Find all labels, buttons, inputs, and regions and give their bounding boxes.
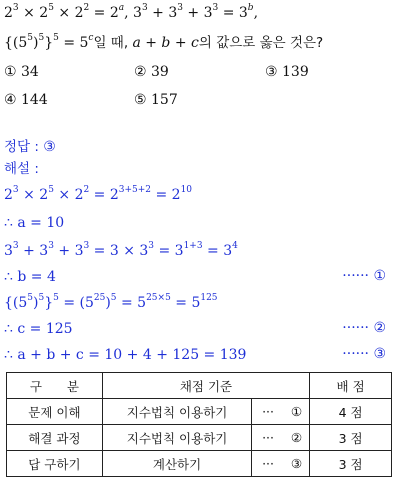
choice-5[interactable]: ⑤ 157 bbox=[134, 92, 178, 108]
grading-table bbox=[6, 372, 392, 477]
row-category: 답 구하기 bbox=[7, 451, 103, 477]
question-line-2: $\{(5^5)^5\}^5 = 5^c$일 때, a + b + c의 값으로 옳은 것은? bbox=[4, 33, 324, 51]
row-score: 3 점 bbox=[310, 425, 392, 451]
row-score: 4 점 bbox=[310, 399, 392, 425]
row-score: 3 점 bbox=[310, 451, 392, 477]
step-mark-1: ······ ① bbox=[342, 268, 386, 284]
answer-line: 정답 : ③ bbox=[4, 139, 56, 155]
solution-step-7: ∴ a + b + c = 10 + 4 + 125 = 139 bbox=[4, 347, 247, 363]
row-criterion: 지수법칙 이용하기 bbox=[102, 425, 252, 451]
table-row bbox=[7, 425, 392, 451]
choice-2[interactable]: ② 39 bbox=[134, 64, 169, 80]
question-line-1: $2^3 \times 2^5 \times 2^2 = 2^a$, $3^3 + 3^3 + 3^3 = 3^b$, bbox=[4, 3, 259, 21]
choice-4[interactable]: ④ 144 bbox=[4, 92, 48, 108]
solution-step-6: ∴ c = 125 bbox=[4, 321, 73, 337]
solution-step-5: $\{(5^5)^5\}^5 = (5^{25})^5 = 5^{25\times 5} = 5^{125}$ bbox=[4, 293, 218, 311]
row-dots: ··· bbox=[252, 451, 284, 477]
row-criterion: 지수법칙 이용하기 bbox=[102, 399, 252, 425]
row-category: 문제 이해 bbox=[7, 399, 103, 425]
solution-step-3: $3^3 + 3^3 + 3^3 = 3 \times 3^3 = 3^{1+3} = 3^4$ bbox=[4, 241, 238, 259]
header-score: 배 점 bbox=[310, 373, 392, 399]
solution-label: 해설 : bbox=[4, 161, 39, 177]
header-category: 구 분 bbox=[7, 373, 103, 399]
row-circle: ③ bbox=[284, 451, 310, 477]
solution-step-4: ∴ b = 4 bbox=[4, 269, 56, 285]
solution-step-1: $2^3 \times 2^5 \times 2^2 = 2^{3+5+2} = 2^{10}$ bbox=[4, 185, 193, 203]
row-circle: ① bbox=[284, 399, 310, 425]
row-dots: ··· bbox=[252, 425, 284, 451]
choice-3[interactable]: ③ 139 bbox=[265, 64, 309, 80]
table-header-row bbox=[7, 373, 392, 399]
step-mark-3: ······ ③ bbox=[342, 346, 386, 362]
solution-step-2: ∴ a = 10 bbox=[4, 215, 65, 231]
row-circle: ② bbox=[284, 425, 310, 451]
header-criterion: 채점 기준 bbox=[102, 373, 309, 399]
row-dots: ··· bbox=[252, 399, 284, 425]
table-row bbox=[7, 451, 392, 477]
table-row bbox=[7, 399, 392, 425]
row-criterion: 계산하기 bbox=[102, 451, 252, 477]
step-mark-2: ······ ② bbox=[342, 320, 386, 336]
row-category: 해결 과정 bbox=[7, 425, 103, 451]
choice-1[interactable]: ① 34 bbox=[4, 64, 39, 80]
